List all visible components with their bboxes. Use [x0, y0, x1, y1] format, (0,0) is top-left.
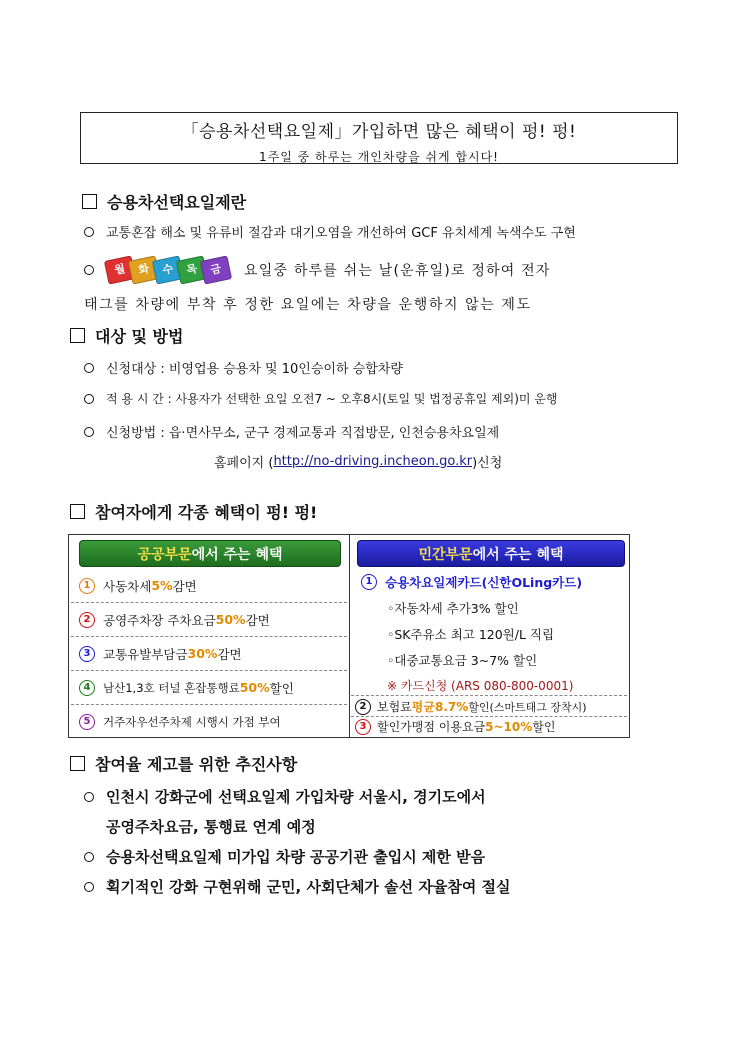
- tag-tue-icon: 화: [128, 255, 160, 284]
- card-apply-info: ※ 카드신청 (ARS 080-800-0001): [387, 679, 574, 693]
- weekday-tags: [106, 258, 226, 282]
- public-benefits-header: 공공부문 에서 주는 혜택: [79, 540, 341, 567]
- tag-fri-icon: 금: [200, 255, 232, 284]
- page-title: 「승용차선택요일제」가입하면 많은 혜택이 펑! 펑!: [181, 122, 577, 142]
- circle-bullet-icon: [84, 427, 94, 437]
- section-heading-target: 대상 및 방법: [70, 324, 183, 347]
- row-divider: [351, 695, 627, 696]
- public-benefit-item: 1 사동차세 5% 감면: [71, 569, 347, 603]
- definition-line-1: 교통혼잡 해소 및 유류비 절감과 대기오염을 개선하여 GCF 유치세계 녹색수도 구현: [84, 222, 576, 241]
- insurance-benefit: 2 보험료 평균8.7% 할인(스마트태그 장착시): [351, 698, 587, 715]
- table-divider: [349, 535, 350, 737]
- checkbox-square-icon: [70, 756, 85, 771]
- definition-line-2: 월 화 수 목 금 요일중 하루를 쉬는 날(운휴일)로 정하여 전자: [84, 258, 551, 282]
- public-benefit-item: 4 남산1,3호 터널 혼잡통행료 50% 할인: [71, 671, 347, 705]
- promotion-item: 인천시 강화군에 선택요일제 가입차량 서울시, 경기도에서: [84, 786, 486, 807]
- section-heading-benefits: 참여자에게 각종 혜택이 펑! 펑!: [70, 500, 317, 523]
- circle-bullet-icon: [84, 265, 94, 275]
- target-line: 신청대상 : 비영업용 승용차 및 10인승이하 승합차량: [84, 358, 403, 377]
- checkbox-square-icon: [70, 328, 85, 343]
- method-line-cont: 홈페이지 ( http://no-driving.incheon.go.kr )신청: [214, 454, 503, 471]
- card-benefit-line: ◦자동차세 추가3% 할인: [387, 601, 519, 616]
- tag-mon-icon: 월: [104, 255, 136, 284]
- row-divider: [351, 716, 627, 717]
- number-1-icon: 1: [361, 574, 377, 590]
- circle-bullet-icon: [84, 852, 94, 862]
- tag-wed-icon: 수: [152, 255, 184, 284]
- circle-bullet-icon: [84, 882, 94, 892]
- section-heading-promotion: 참여율 제고를 위한 추진사항: [70, 752, 297, 775]
- public-benefit-item: 2 공영주차장 주차요금 50% 감면: [71, 603, 347, 637]
- tag-thu-icon: 목: [176, 255, 208, 284]
- public-benefit-item: 3 교통유발부담금 30% 감면: [71, 637, 347, 671]
- homepage-link[interactable]: http://no-driving.incheon.go.kr: [273, 454, 473, 469]
- page-subtitle: 1주일 중 하루는 개인차량을 쉬게 합시다!: [259, 150, 499, 164]
- promotion-item-cont: 공영주차요금, 통행료 연계 예정: [106, 818, 316, 836]
- number-2-icon: 2: [355, 699, 371, 715]
- circle-bullet-icon: [84, 394, 94, 404]
- time-line: 적 용 시 간 : 사용자가 선택한 요일 오전7 ~ 오후8시(토일 및 법정공휴일 제외)미 운행: [84, 390, 558, 407]
- private-benefits-header: 민간부문 에서 주는 혜택: [357, 540, 625, 567]
- checkbox-square-icon: [82, 194, 97, 209]
- card-benefit-line: ◦SK주유소 최고 120원/L 직립: [387, 627, 555, 642]
- promotion-item: 승용차선택요일제 미가입 차량 공공기관 출입시 제한 받음: [84, 846, 485, 867]
- method-line: 신청방법 : 읍·면사무소, 군구 경제교통과 직접방문, 인천승용차요일제: [84, 422, 499, 441]
- number-3-icon: 3: [355, 719, 371, 735]
- card-benefit-title: 1 승용차요일제카드(신한OLing카드): [359, 573, 582, 591]
- promotion-item: 획기적인 강화 구현위해 군민, 사회단체가 솔선 자율참여 절실: [84, 876, 511, 897]
- section-heading-definition: 승용차선택요일제란: [82, 190, 246, 213]
- card-benefit-line: ◦대중교통요금 3~7% 할인: [387, 653, 538, 668]
- definition-line-3: 태그를 차량에 부착 후 정한 요일에는 차량을 운행하지 않는 제도: [84, 297, 532, 313]
- circle-bullet-icon: [84, 227, 94, 237]
- title-box: [80, 112, 678, 164]
- store-benefit: 3 할인가맹점 이용요금 5~10% 할인: [351, 718, 555, 735]
- circle-bullet-icon: [84, 363, 94, 373]
- circle-bullet-icon: [84, 792, 94, 802]
- public-benefit-item: 5 거주자우선주차제 시행시 가점 부여: [71, 705, 347, 739]
- benefits-table: [68, 534, 630, 738]
- checkbox-square-icon: [70, 504, 85, 519]
